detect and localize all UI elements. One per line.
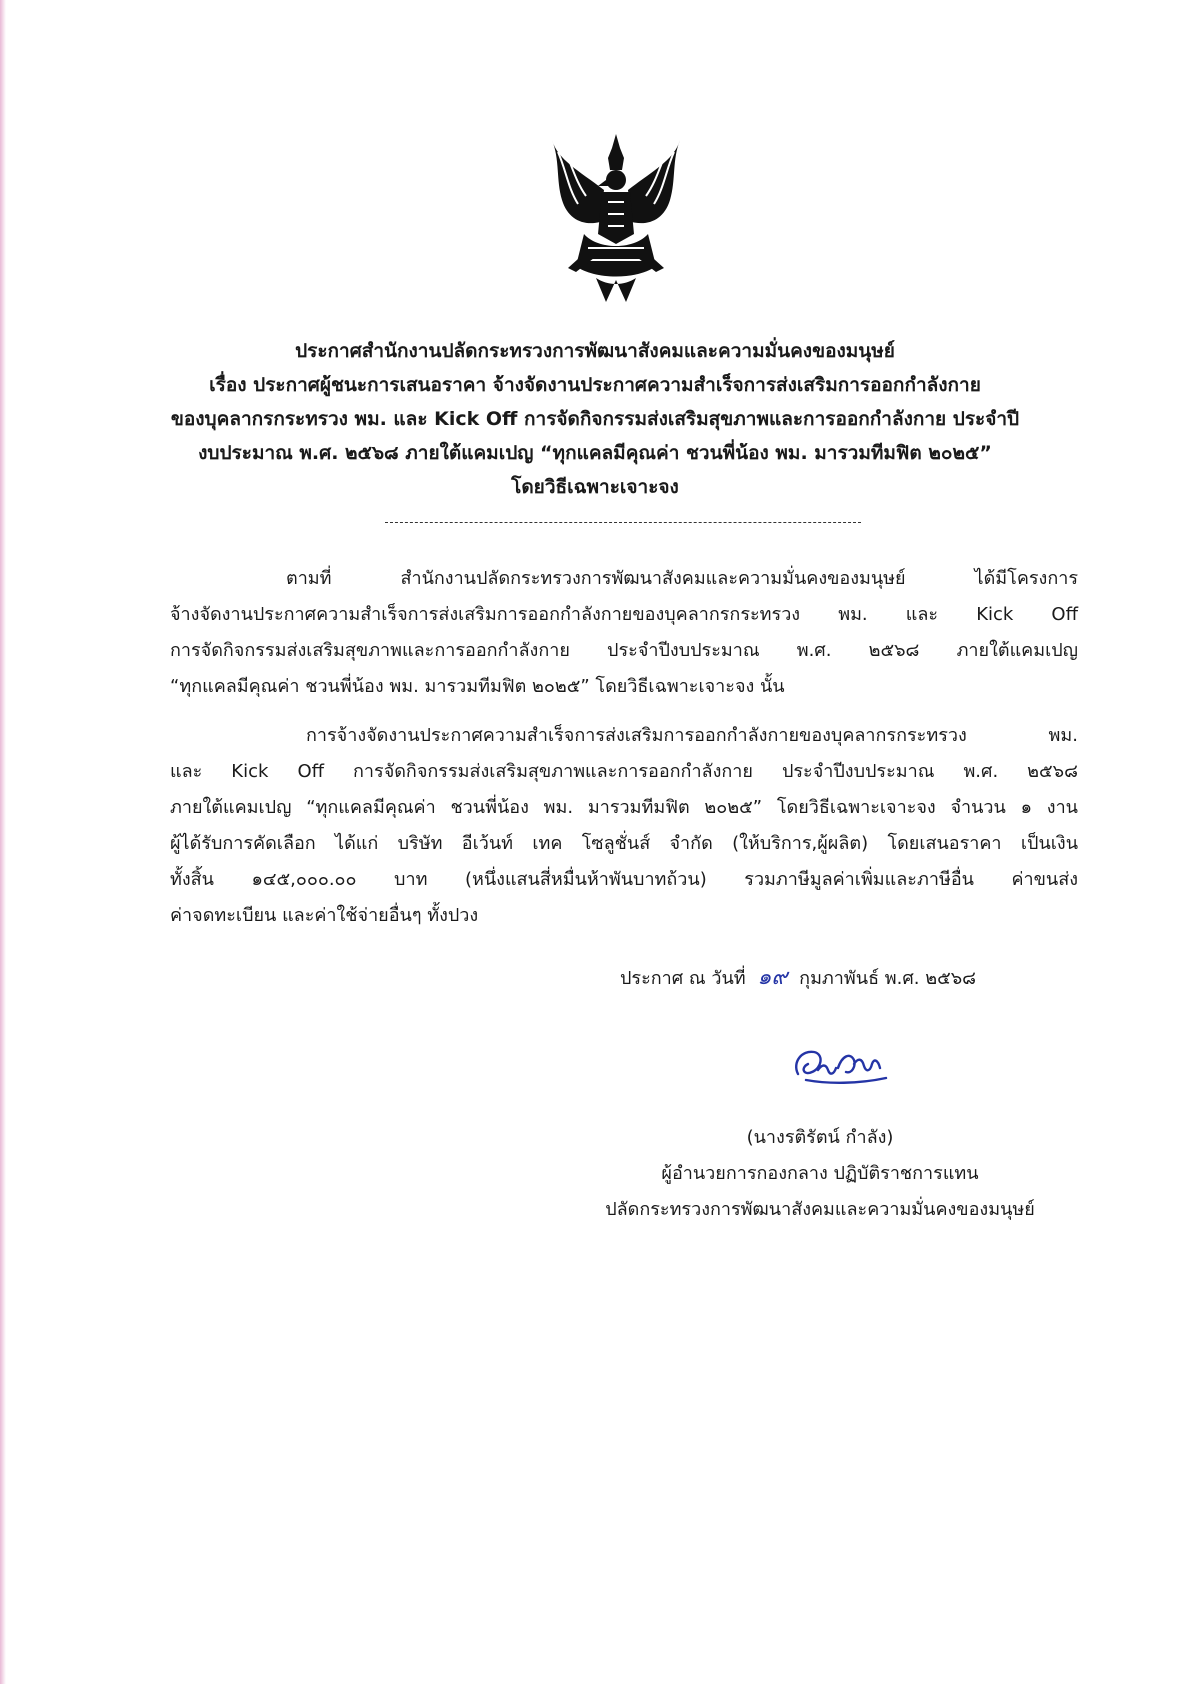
title-line: ประกาศสำนักงานปลัดกระทรวงการพัฒนาสังคมและความมั่นคงของมนุษย์ (295, 340, 895, 362)
paragraph-line: การจัดกิจกรรมส่งเสริมสุขภาพและการออกกำลังกาย ประจำปีงบประมาณ พ.ศ. ๒๕๖๘ ภายใต้แคมเปญ (170, 640, 1078, 661)
paragraph-line: ทั้งสิ้น ๑๔๕,๐๐๐.๐๐ บาท (หนึ่งแสนสี่หมื่นห้าพันบาทถ้วน) รวมภาษีมูลค่าเพิ่มและภาษีอื่น ค่าขนส่ง (170, 869, 1078, 890)
signer-block (560, 1120, 1080, 1228)
paragraph-line: ผู้ได้รับการคัดเลือก ได้แก่ บริษัท อีเว้นท์ เทค โซลูชั่นส์ จำกัด (ให้บริการ,ผู้ผลิต) โดยเสนอราคา เป็นเงิน (170, 833, 1078, 854)
title-line: โดยวิธีเฉพาะเจาะจง (511, 476, 679, 498)
announcement-date (620, 960, 976, 997)
paragraph-award (170, 718, 1078, 934)
paragraph-background (170, 561, 1078, 705)
paragraph-line: “ทุกแคลมีคุณค่า ชวนพี่น้อง พม. มารวมทีมฟิต ๒๐๒๕” โดยวิธีเฉพาะเจาะจง นั้น (170, 676, 785, 697)
paragraph-line: และ Kick Off การจัดกิจกรรมส่งเสริมสุขภาพและการออกกำลังกาย ประจำปีงบประมาณ พ.ศ. ๒๕๖๘ (170, 761, 1078, 782)
paragraph-line: ตามที่ สำนักงานปลัดกระทรวงการพัฒนาสังคมและความมั่นคงของมนุษย์ ได้มีโครงการ (286, 568, 1078, 589)
paragraph-line: การจ้างจัดงานประกาศความสำเร็จการส่งเสริมการออกกำลังกายของบุคลากรกระทรวง พม. (306, 725, 1078, 746)
page-edge (0, 0, 6, 1684)
paragraph-line: จ้างจัดงานประกาศความสำเร็จการส่งเสริมการออกกำลังกายของบุคลากรกระทรวง พม. และ Kick Off (170, 604, 1078, 625)
date-day-handwritten: ๑๙ (757, 965, 788, 990)
date-suffix: กุมภาพันธ์ พ.ศ. ๒๕๖๘ (799, 968, 977, 989)
signer-organization: ปลัดกระทรวงการพัฒนาสังคมและความมั่นคงของมนุษย์ (605, 1199, 1035, 1220)
paragraph-line: ค่าจดทะเบียน และค่าใช้จ่ายอื่นๆ ทั้งปวง (170, 905, 479, 926)
signer-position: ผู้อำนวยการกองกลาง ปฏิบัติราชการแทน (661, 1163, 979, 1184)
title-divider (385, 522, 861, 523)
garuda-emblem-icon (548, 130, 684, 304)
signer-name: (นางรติรัตน์ กำลัง) (746, 1127, 894, 1148)
date-prefix: ประกาศ ณ วันที่ (620, 968, 746, 989)
paragraph-line: ภายใต้แคมเปญ “ทุกแคลมีคุณค่า ชวนพี่น้อง พม. มารวมทีมฟิต ๒๐๒๕” โดยวิธีเฉพาะเจาะจง จำนวน ๑ งาน (170, 797, 1078, 818)
title-line: งบประมาณ พ.ศ. ๒๕๖๘ ภายใต้แคมเปญ “ทุกแคลมีคุณค่า ชวนพี่น้อง พม. มารวมทีมฟิต ๒๐๒๕” (198, 442, 992, 464)
announcement-title (150, 334, 1040, 504)
title-line: เรื่อง ประกาศผู้ชนะการเสนอราคา จ้างจัดงานประกาศความสำเร็จการส่งเสริมการออกกำลังกาย (209, 374, 981, 396)
handwritten-signature-icon (788, 1034, 892, 1092)
title-line: ของบุคลากรกระทรวง พม. และ Kick Off การจัดกิจกรรมส่งเสริมสุขภาพและการออกกำลังกาย ประจำปี (170, 408, 1020, 430)
